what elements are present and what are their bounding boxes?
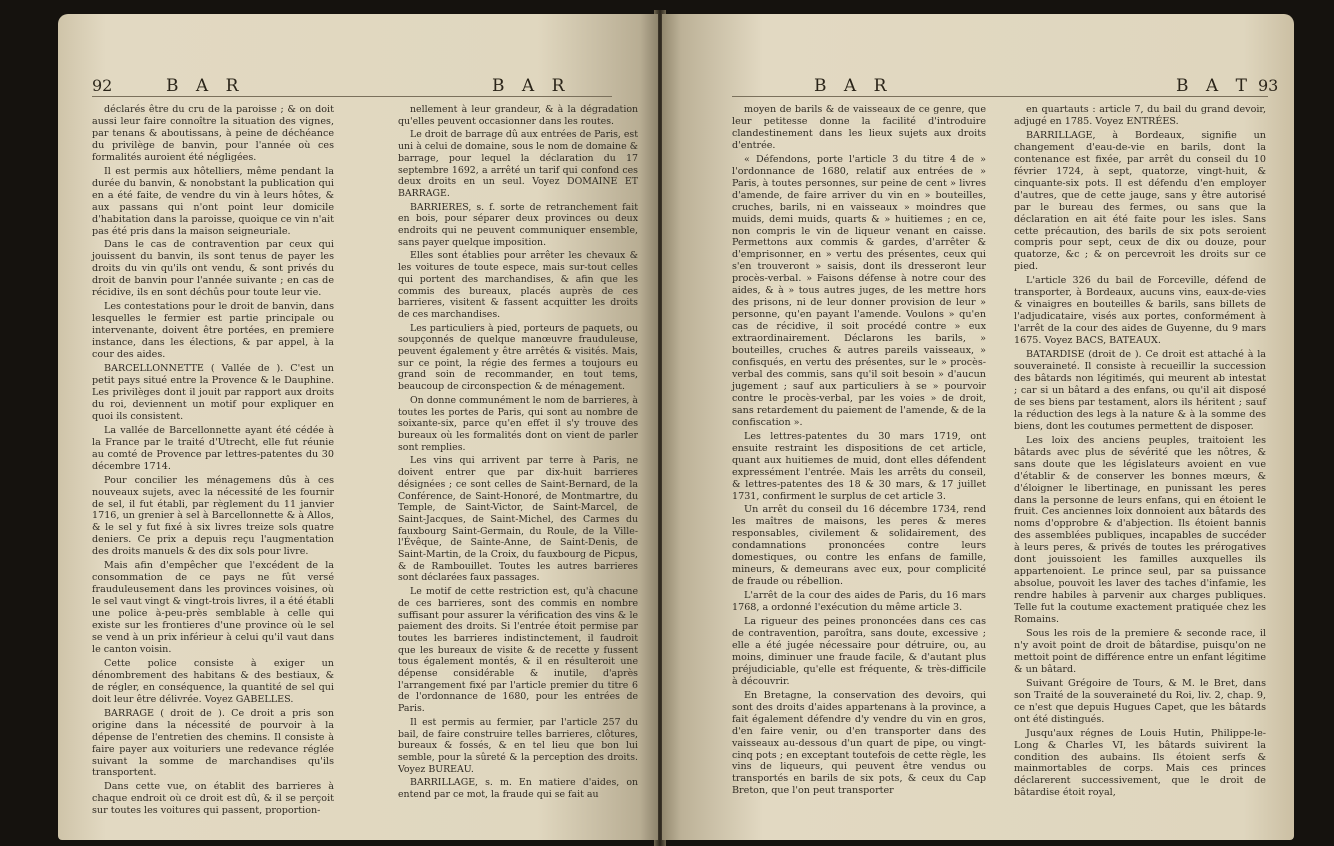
paragraph: Dans le cas de contravention par ceux qui jouissent du banvin, ils sont tenus de payer les droits du vin qu'ils ont vendu, & sont privés du droit de banvin pour l'année suivante ; en cas de récidive, ils en sont déchûs pour toute leur vie. bbox=[92, 239, 334, 299]
paragraph: Jusqu'aux régnes de Louis Hutin, Philippe-le-Long & Charles VI, les bâtards suivirent la condition des aubains. Ils étoient serfs & mainmortables de corps. Mais ces princes déclarerent successivement, que le droit de bâtardise étoit royal, bbox=[1014, 727, 1266, 799]
paragraph: Les contestations pour le droit de banvin, dans lesquelles le fermier est partie principale ou intervenante, doivent être portées, en premiere instance, dans les élections, & par appel, à la cour des aides. bbox=[92, 301, 334, 361]
header-rule bbox=[732, 96, 1268, 97]
paragraph: Il est permis au fermier, par l'article 257 du bail, de faire construire telles barrieres, clôtures, bureaux & fossés, & en tel lieu que bon lui semble, pour la sûreté & la perception des droits. Voyez BUREAU. bbox=[398, 716, 638, 775]
paragraph: L'article 326 du bail de Forceville, défend de transporter, à Bordeaux, aucuns vins, eaux-de-vies & vinaigres en bouteilles & barils, sans billets de l'adjudicataire, visés aux portes, conformément à l'arrêt de la cour des aides de Guyenne, du 9 mars 1675. Voyez BACS, BATEAUX. bbox=[1014, 275, 1266, 347]
running-header-right: B A T bbox=[1176, 76, 1253, 96]
paragraph: Mais afin d'empêcher que l'excédent de la consommation de ce pays ne fût versé frauduleusement dans les provinces voisines, où le sel vaut vingt & vingt-trois livres, il a été établi une police à-peu-près semblable à celle qui existe sur les frontieres d'une province où le sel se vend à un prix inférieur à celui qu'il vaut dans le canton voisin. bbox=[92, 560, 334, 655]
right-page bbox=[662, 14, 1294, 840]
paragraph: La vallée de Barcellonnette ayant été cédée à la France par le traité d'Utrecht, elle fut réunie au comté de Provence par lettres-patentes du 30 décembre 1714. bbox=[92, 424, 334, 472]
paragraph: Les lettres-patentes du 30 mars 1719, ont ensuite restraint les dispositions de cet article, quant aux huitiemes de muid, dont elles défendent expressément l'entrée. Mais les arrêts du conseil, & lettres-patentes des 18 & 30 mars, & 17 juillet 1731, confirment le surplus de cet article 3. bbox=[732, 430, 986, 502]
paragraph: Cette police consiste à exiger un dénombrement des habitans & des bestiaux, & de régler, en conséquence, la quantité de sel qui doit leur être délivrée. Voyez GABELLES. bbox=[92, 657, 334, 705]
running-header-left: B A R bbox=[814, 76, 893, 96]
header-rule bbox=[92, 96, 612, 97]
page-number: 93 bbox=[1258, 76, 1279, 95]
text-column-2 bbox=[1014, 104, 1266, 801]
paragraph: déclarés être du cru de la paroisse ; & on doit aussi leur faire connoître la situation des vignes, par tenans & aboutissans, à peine de déchéance du privilège de banvin, pour l'année où ces formalités auroient été négligées. bbox=[92, 104, 334, 163]
running-header-right: B A R bbox=[492, 76, 571, 96]
paragraph: Le droit de barrage dû aux entrées de Paris, est uni à celui de domaine, sous le nom de domaine & barrage, pour lequel la déclaration du 17 septembre 1692, a arrêté un tarif qui confond ces deux droits en un seul. Voyez DOMAINE ET BARRAGE. bbox=[398, 129, 638, 199]
page-number: 92 bbox=[92, 76, 113, 95]
paragraph: BARRILLAGE, s. m. En matiere d'aides, on entend par ce mot, la fraude qui se fait au bbox=[398, 777, 638, 801]
text-column-1 bbox=[732, 104, 986, 799]
paragraph: « Défendons, porte l'article 3 du titre 4 de » l'ordonnance de 1680, relatif aux entrées de » Paris, à toutes personnes, sur peine de cent » livres d'amende, de faire arriver du vin en » bouteilles, cruches, barils, ni en vaisseaux » moindres que muids, demi muids, quarts & » huitiemes ; en ce, non compris le vin de liqueur venant en caisse. Permettons aux commis & gardes, d'arrêter & d'emprisonner, en » vertu des présentes, ceux qui s'en trouveront » saisis, dont ils dresseront leur procès-verbal. » Faisons défense à notre cour des aides, & à » tous autres juges, de les mettre hors des prisons, ni de leur donner provision de leur » personne, qu'en payant l'amende. Voulons » qu'en cas de récidive, il soit procédé contre » eux extraordinairement. Déclarons les barils, » bouteilles, cruches & autres pareils vaisseaux, » confisqués, en vertu des présentes, sur le » procès-verbal des commis, sans qu'il soit besoin » d'aucun jugement ; sauf aux particuliers à se » pourvoir contre le procès-verbal, par les voies » de droit, sans retardement du paiement de l'amende, & de la confiscation ». bbox=[732, 153, 986, 428]
paragraph: BATARDISE (droit de ). Ce droit est attaché à la souveraineté. Il consiste à recueillir la succession des bâtards non légitimés, qui meurent ab intestat ; car si un bâtard a des enfans, ou qu'il ait disposé de ses biens par testament, alors ils héritent ; sauf la réduction des legs à la nature & à la somme des biens, dont les coutumes permettent de disposer. bbox=[1014, 349, 1266, 432]
paragraph: BARRILLAGE, à Bordeaux, signifie un changement d'eau-de-vie en barils, dont la contenance est fixée, par arrêt du conseil du 10 février 1724, à sept, quatorze, vingt-huit, & cinquante-six pots. Il est défendu d'en employer d'autres, que de cette jauge, sans y être autorisé par le bureau des fermes, ou sans que la déclaration en ait été faite pour les isles. Sans cette précaution, des barils de six pots seroient compris pour sept, ceux de dix ou douze, pour quatorze, &c ; & on percevroit les droits sur ce pied. bbox=[1014, 129, 1266, 273]
paragraph: nellement à leur grandeur, & à la dégradation qu'elles peuvent occasionner dans les routes. bbox=[398, 104, 638, 127]
paragraph: Dans cette vue, on établit des barrieres à chaque endroit où ce droit est dû, & il se perçoit sur toutes les voitures qui passent, proportion- bbox=[92, 781, 334, 817]
running-header-left: B A R bbox=[166, 76, 245, 96]
paragraph: Elles sont établies pour arrêter les chevaux & les voitures de toute espece, mais sur-tout celles qui portent des marchandises, & afin que les commis des bureaux, placés auprès de ces barrieres, visitent & fassent acquitter les droits de ces marchandises. bbox=[398, 250, 638, 320]
paragraph: En Bretagne, la conservation des devoirs, qui sont des droits d'aides appartenans à la province, a fait également défendre d'y vendre du vin en gros, d'en faire venir, ou d'en transporter dans des vaisseaux au-dessous d'un quart de pipe, ou vingt-cinq pots ; en exceptant toutefois de cette règle, les vins de liqueurs, qui peuvent être vendus ou transportés en barils de six pots, & ceux du Cap Breton, que l'on peut transporter bbox=[732, 689, 986, 797]
paragraph: en quartauts : article 7, du bail du grand devoir, adjugé en 1785. Voyez ENTRÉES. bbox=[1014, 104, 1266, 127]
paragraph: Pour concilier les ménagemens dûs à ces nouveaux sujets, avec la nécessité de les fournir de sel, il fut établi, par règlement du 11 janvier 1716, un grenier à sel à Barcellonnette & à Allos, & le sel y fut fixé à six livres treize sols quatre deniers. Ce prix a depuis reçu l'augmentation des droits manuels & des dix sols pour livre. bbox=[92, 474, 334, 558]
paragraph: Suivant Grégoire de Tours, & M. le Bret, dans son Traité de la souveraineté du Roi, liv. 2, chap. 9, ce n'est que depuis Hugues Capet, que les bâtards ont été distingués. bbox=[1014, 677, 1266, 725]
text-column-2 bbox=[398, 104, 638, 803]
paragraph: BARRIERES, s. f. sorte de retranchement fait en bois, pour séparer deux provinces ou deux endroits qui ne peuvent communiquer ensemble, sans payer quelque imposition. bbox=[398, 201, 638, 248]
text-column-1 bbox=[92, 104, 334, 819]
paragraph: Le motif de cette restriction est, qu'à chacune de ces barrieres, sont des commis en nombre suffisant pour assurer la vérification des vins & le paiement des droits. Si l'entrée étoit permise par toutes les barrieres indistinctement, il faudroit que les bureaux de visite & de recette y fussent tous également montés, & il en résulteroit une dépense considérable & inutile, d'après l'arrangement fixé par l'article premier du titre 6 de l'ordonnance de 1680, pour les entrées de Paris. bbox=[398, 586, 638, 715]
left-page bbox=[58, 14, 658, 840]
paragraph: Les vins qui arrivent par terre à Paris, ne doivent entrer que par dix-huit barrieres désignées ; ce sont celles de Saint-Bernard, de la Conférence, de Saint-Honoré, de Montmartre, du Temple, de Saint-Victor, de Saint-Marcel, de Saint-Jacques, de Saint-Michel, des Carmes du fauxbourg Saint-Germain, du Roule, de la Ville-l'Évêque, de Sainte-Anne, de Saint-Denis, de Saint-Martin, de la Croix, du fauxbourg de Picpus, & de Rambouillet. Toutes les autres barrieres sont déclarées faux passages. bbox=[398, 455, 638, 584]
paragraph: BARRAGE ( droit de ). Ce droit a pris son origine dans la nécessité de pourvoir à la dépense de l'entretien des chemins. Il consiste à faire payer aux voituriers une redevance réglée suivant la somme de marchandises qu'ils transportent. bbox=[92, 707, 334, 779]
paragraph: BARCELLONNETTE ( Vallée de ). C'est un petit pays situé entre la Provence & le Dauphine. Les privilèges dont il jouit par rapport aux droits du roi, deviennent un motif pour expliquer en quoi ils consistent. bbox=[92, 363, 334, 422]
paragraph: Les particuliers à pied, porteurs de paquets, ou soupçonnés de quelque manœuvre frauduleuse, peuvent également y être arrêtés & visités. Mais, sur ce point, la régie des fermes a toujours eu grand soin de recommander, en tout tems, beaucoup de circonspection & de ménagement. bbox=[398, 322, 638, 393]
paragraph: Sous les rois de la premiere & seconde race, il n'y avoit point de droit de bâtardise, puisqu'on ne mettoit point de différence entre un enfant légitime & un bâtard. bbox=[1014, 627, 1266, 675]
paragraph: La rigueur des peines prononcées dans ces cas de contravention, paroîtra, sans doute, excessive ; elle a été jugée nécessaire pour détruire, ou, au moins, diminuer une fraude facile, & d'autant plus préjudiciable, qu'elle est fréquente, & très-difficile à découvrir. bbox=[732, 616, 986, 687]
paragraph: L'arrêt de la cour des aides de Paris, du 16 mars 1768, a ordonné l'exécution du même article 3. bbox=[732, 590, 986, 614]
paragraph: Les loix des anciens peuples, traitoient les bâtards avec plus de sévérité que les nôtres, & sans doute que les législateurs avoient en vue d'établir & de conserver les bonnes mœurs, & d'éloigner le libertinage, en punissant les peres dans la personne de leurs enfans, qui en étoient le fruit. Ces anciennes loix donnoient aux bâtards des noms d'opprobre & d'abjection. Ils étoient bannis des assemblées publiques, incapables de succéder à leurs peres, & privés de toutes les prérogatives dont jouissoient les familles auxquelles ils appartenoient. Le prince seul, par sa puissance absolue, pouvoit les laver des taches d'infamie, les rendre habiles à parvenir aux charges publiques. Telle fut la coutume exactement pratiquée chez les Romains. bbox=[1014, 434, 1266, 626]
paragraph: Il est permis aux hôtelliers, même pendant la durée du banvin, & nonobstant la publication qui en a été faite, de vendre du vin à leurs hôtes, & aux passans qui n'ont point leur domicile d'habitation dans la paroisse, quoique ce vin n'ait pas été pris dans la maison seigneuriale. bbox=[92, 165, 334, 237]
paragraph: On donne communément le nom de barrieres, à toutes les portes de Paris, qui sont au nombre de soixante-six, parce qu'en effet il s'y trouve des bureaux où les formalités dont on vient de parler sont remplies. bbox=[398, 394, 638, 453]
paragraph: Un arrêt du conseil du 16 décembre 1734, rend les maîtres de maisons, les peres & meres responsables, civilement & solidairement, des condamnations prononcées contre leurs domestiques, ou contre les enfans de famille, mineurs, & demeurans avec eux, pour complicité de fraude ou rébellion. bbox=[732, 504, 986, 588]
paragraph: moyen de barils & de vaisseaux de ce genre, que leur petitesse donne la facilité d'introduire clandestinement dans les lieux sujets aux droits d'entrée. bbox=[732, 104, 986, 151]
